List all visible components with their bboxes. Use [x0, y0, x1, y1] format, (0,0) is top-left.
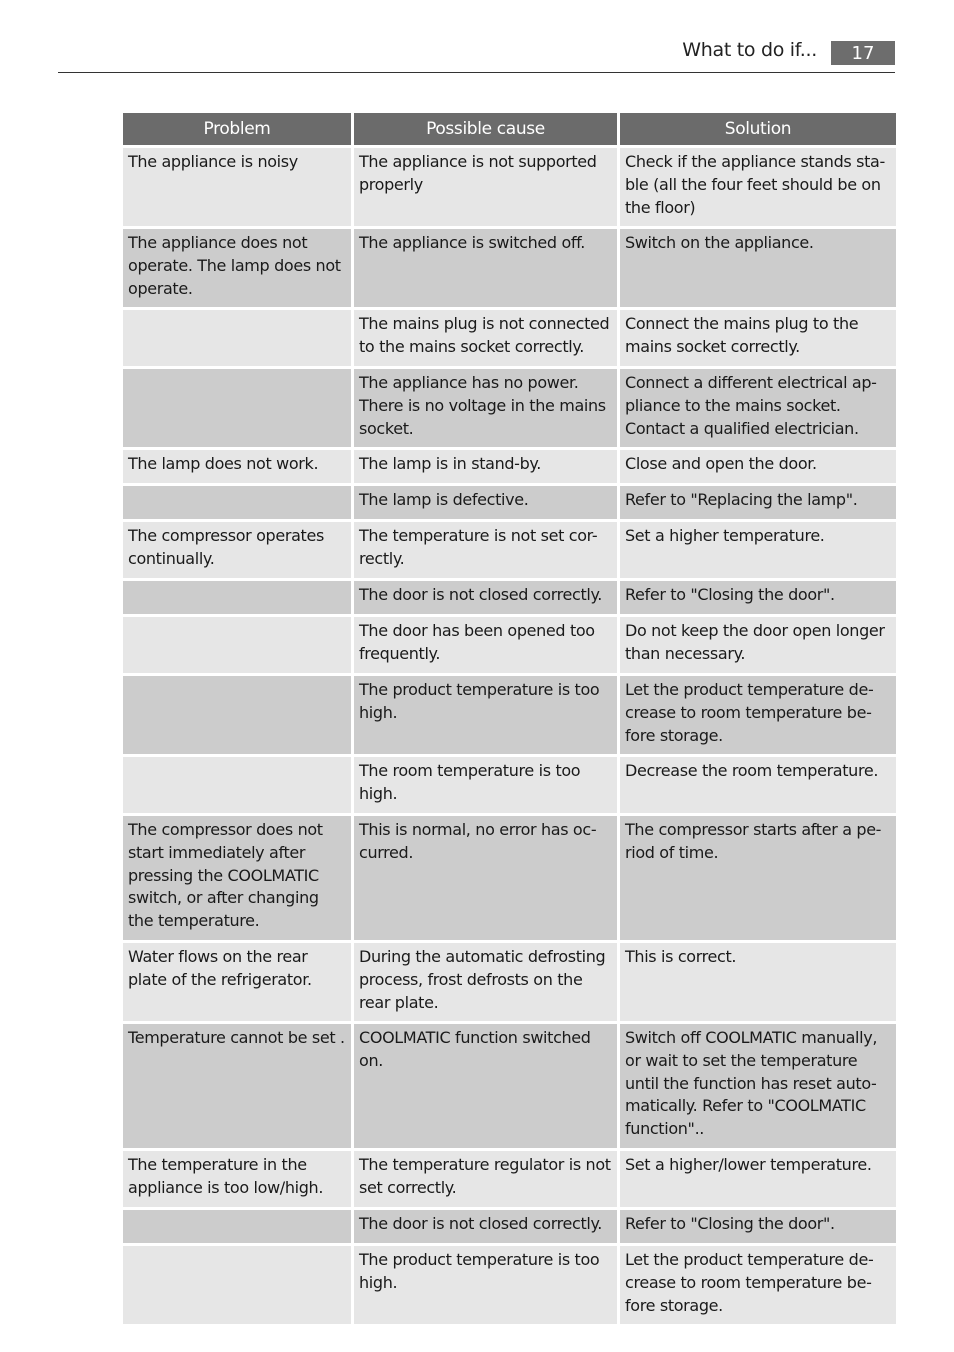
solution-cell: The compressor starts after a pe-riod of time.	[620, 816, 896, 940]
problem-cell: Temperature cannot be set .	[123, 1024, 351, 1148]
cause-cell: The temperature is not set cor-rectly.	[354, 522, 617, 578]
page-header	[58, 38, 895, 73]
cause-cell: COOLMATIC function switched on.	[354, 1024, 617, 1148]
table-row	[123, 1151, 896, 1207]
table-body	[123, 148, 896, 1324]
cause-cell: The appliance is not supported properly	[354, 148, 617, 226]
section-title: What to do if...	[682, 39, 817, 61]
problem-cell: The temperature in the appliance is too low/high.	[123, 1151, 351, 1207]
table-row	[123, 581, 896, 614]
table-row	[123, 148, 896, 226]
table-row	[123, 943, 896, 1021]
cause-cell: During the automatic defrosting process, frost defrosts on the rear plate.	[354, 943, 617, 1021]
table-row	[123, 310, 896, 366]
problem-cell: The compressor operates continually.	[123, 522, 351, 578]
problem-cell: Water flows on the rear plate of the refrigerator.	[123, 943, 351, 1021]
solution-cell: Set a higher temperature.	[620, 522, 896, 578]
table-row	[123, 1246, 896, 1324]
problem-cell: The appliance is noisy	[123, 148, 351, 226]
cause-cell: The lamp is in stand-by.	[354, 450, 617, 483]
column-header-solution: Solution	[620, 113, 896, 145]
cause-cell: The product temperature is too high.	[354, 1246, 617, 1324]
solution-cell: Decrease the room temperature.	[620, 757, 896, 813]
solution-cell: Close and open the door.	[620, 450, 896, 483]
problem-cell	[123, 617, 351, 673]
cause-cell: The appliance has no power. There is no voltage in the mains socket.	[354, 369, 617, 447]
solution-cell: Set a higher/lower temperature.	[620, 1151, 896, 1207]
troubleshooting-table	[120, 110, 899, 1327]
cause-cell: The appliance is switched off.	[354, 229, 617, 307]
solution-cell: Refer to "Replacing the lamp".	[620, 486, 896, 519]
table-row	[123, 369, 896, 447]
column-header-possible-cause: Possible cause	[354, 113, 617, 145]
cause-cell: The door has been opened too frequently.	[354, 617, 617, 673]
cause-cell: The door is not closed correctly.	[354, 581, 617, 614]
cause-cell: The room temperature is too high.	[354, 757, 617, 813]
solution-cell: Connect the mains plug to the mains socket correctly.	[620, 310, 896, 366]
table-row	[123, 676, 896, 754]
table-row	[123, 617, 896, 673]
solution-cell: Refer to "Closing the door".	[620, 581, 896, 614]
table-row	[123, 1024, 896, 1148]
problem-cell	[123, 1246, 351, 1324]
solution-cell: Let the product temperature de-crease to room temperature be-fore storage.	[620, 1246, 896, 1324]
problem-cell	[123, 369, 351, 447]
cause-cell: The mains plug is not connected to the mains socket correctly.	[354, 310, 617, 366]
problem-cell	[123, 581, 351, 614]
table-header-row	[123, 113, 896, 145]
table-row	[123, 1210, 896, 1243]
problem-cell	[123, 486, 351, 519]
cause-cell: The lamp is defective.	[354, 486, 617, 519]
table-row	[123, 522, 896, 578]
solution-cell: Switch on the appliance.	[620, 229, 896, 307]
solution-cell: Do not keep the door open longer than necessary.	[620, 617, 896, 673]
problem-cell: The lamp does not work.	[123, 450, 351, 483]
page-number: 17	[831, 41, 895, 65]
problem-cell: The compressor does not start immediately after pressing the COOLMATIC switch, or after changing the temperature.	[123, 816, 351, 940]
cause-cell: The door is not closed correctly.	[354, 1210, 617, 1243]
cause-cell: The product temperature is too high.	[354, 676, 617, 754]
problem-cell	[123, 757, 351, 813]
solution-cell: This is correct.	[620, 943, 896, 1021]
cause-cell: The temperature regulator is not set correctly.	[354, 1151, 617, 1207]
solution-cell: Switch off COOLMATIC manually, or wait to set the temperature until the function has reset auto-matically. Refer to "COOLMATIC function"..	[620, 1024, 896, 1148]
table-row	[123, 229, 896, 307]
table-row	[123, 757, 896, 813]
solution-cell: Connect a different electrical ap-pliance to the mains socket. Contact a qualified electrician.	[620, 369, 896, 447]
table-row	[123, 450, 896, 483]
problem-cell: The appliance does not operate. The lamp does not operate.	[123, 229, 351, 307]
solution-cell: Let the product temperature de-crease to room temperature be-fore storage.	[620, 676, 896, 754]
problem-cell	[123, 310, 351, 366]
table-row	[123, 816, 896, 940]
solution-cell: Check if the appliance stands sta-ble (all the four feet should be on the floor)	[620, 148, 896, 226]
problem-cell	[123, 1210, 351, 1243]
problem-cell	[123, 676, 351, 754]
column-header-problem: Problem	[123, 113, 351, 145]
cause-cell: This is normal, no error has oc-curred.	[354, 816, 617, 940]
solution-cell: Refer to "Closing the door".	[620, 1210, 896, 1243]
table-row	[123, 486, 896, 519]
